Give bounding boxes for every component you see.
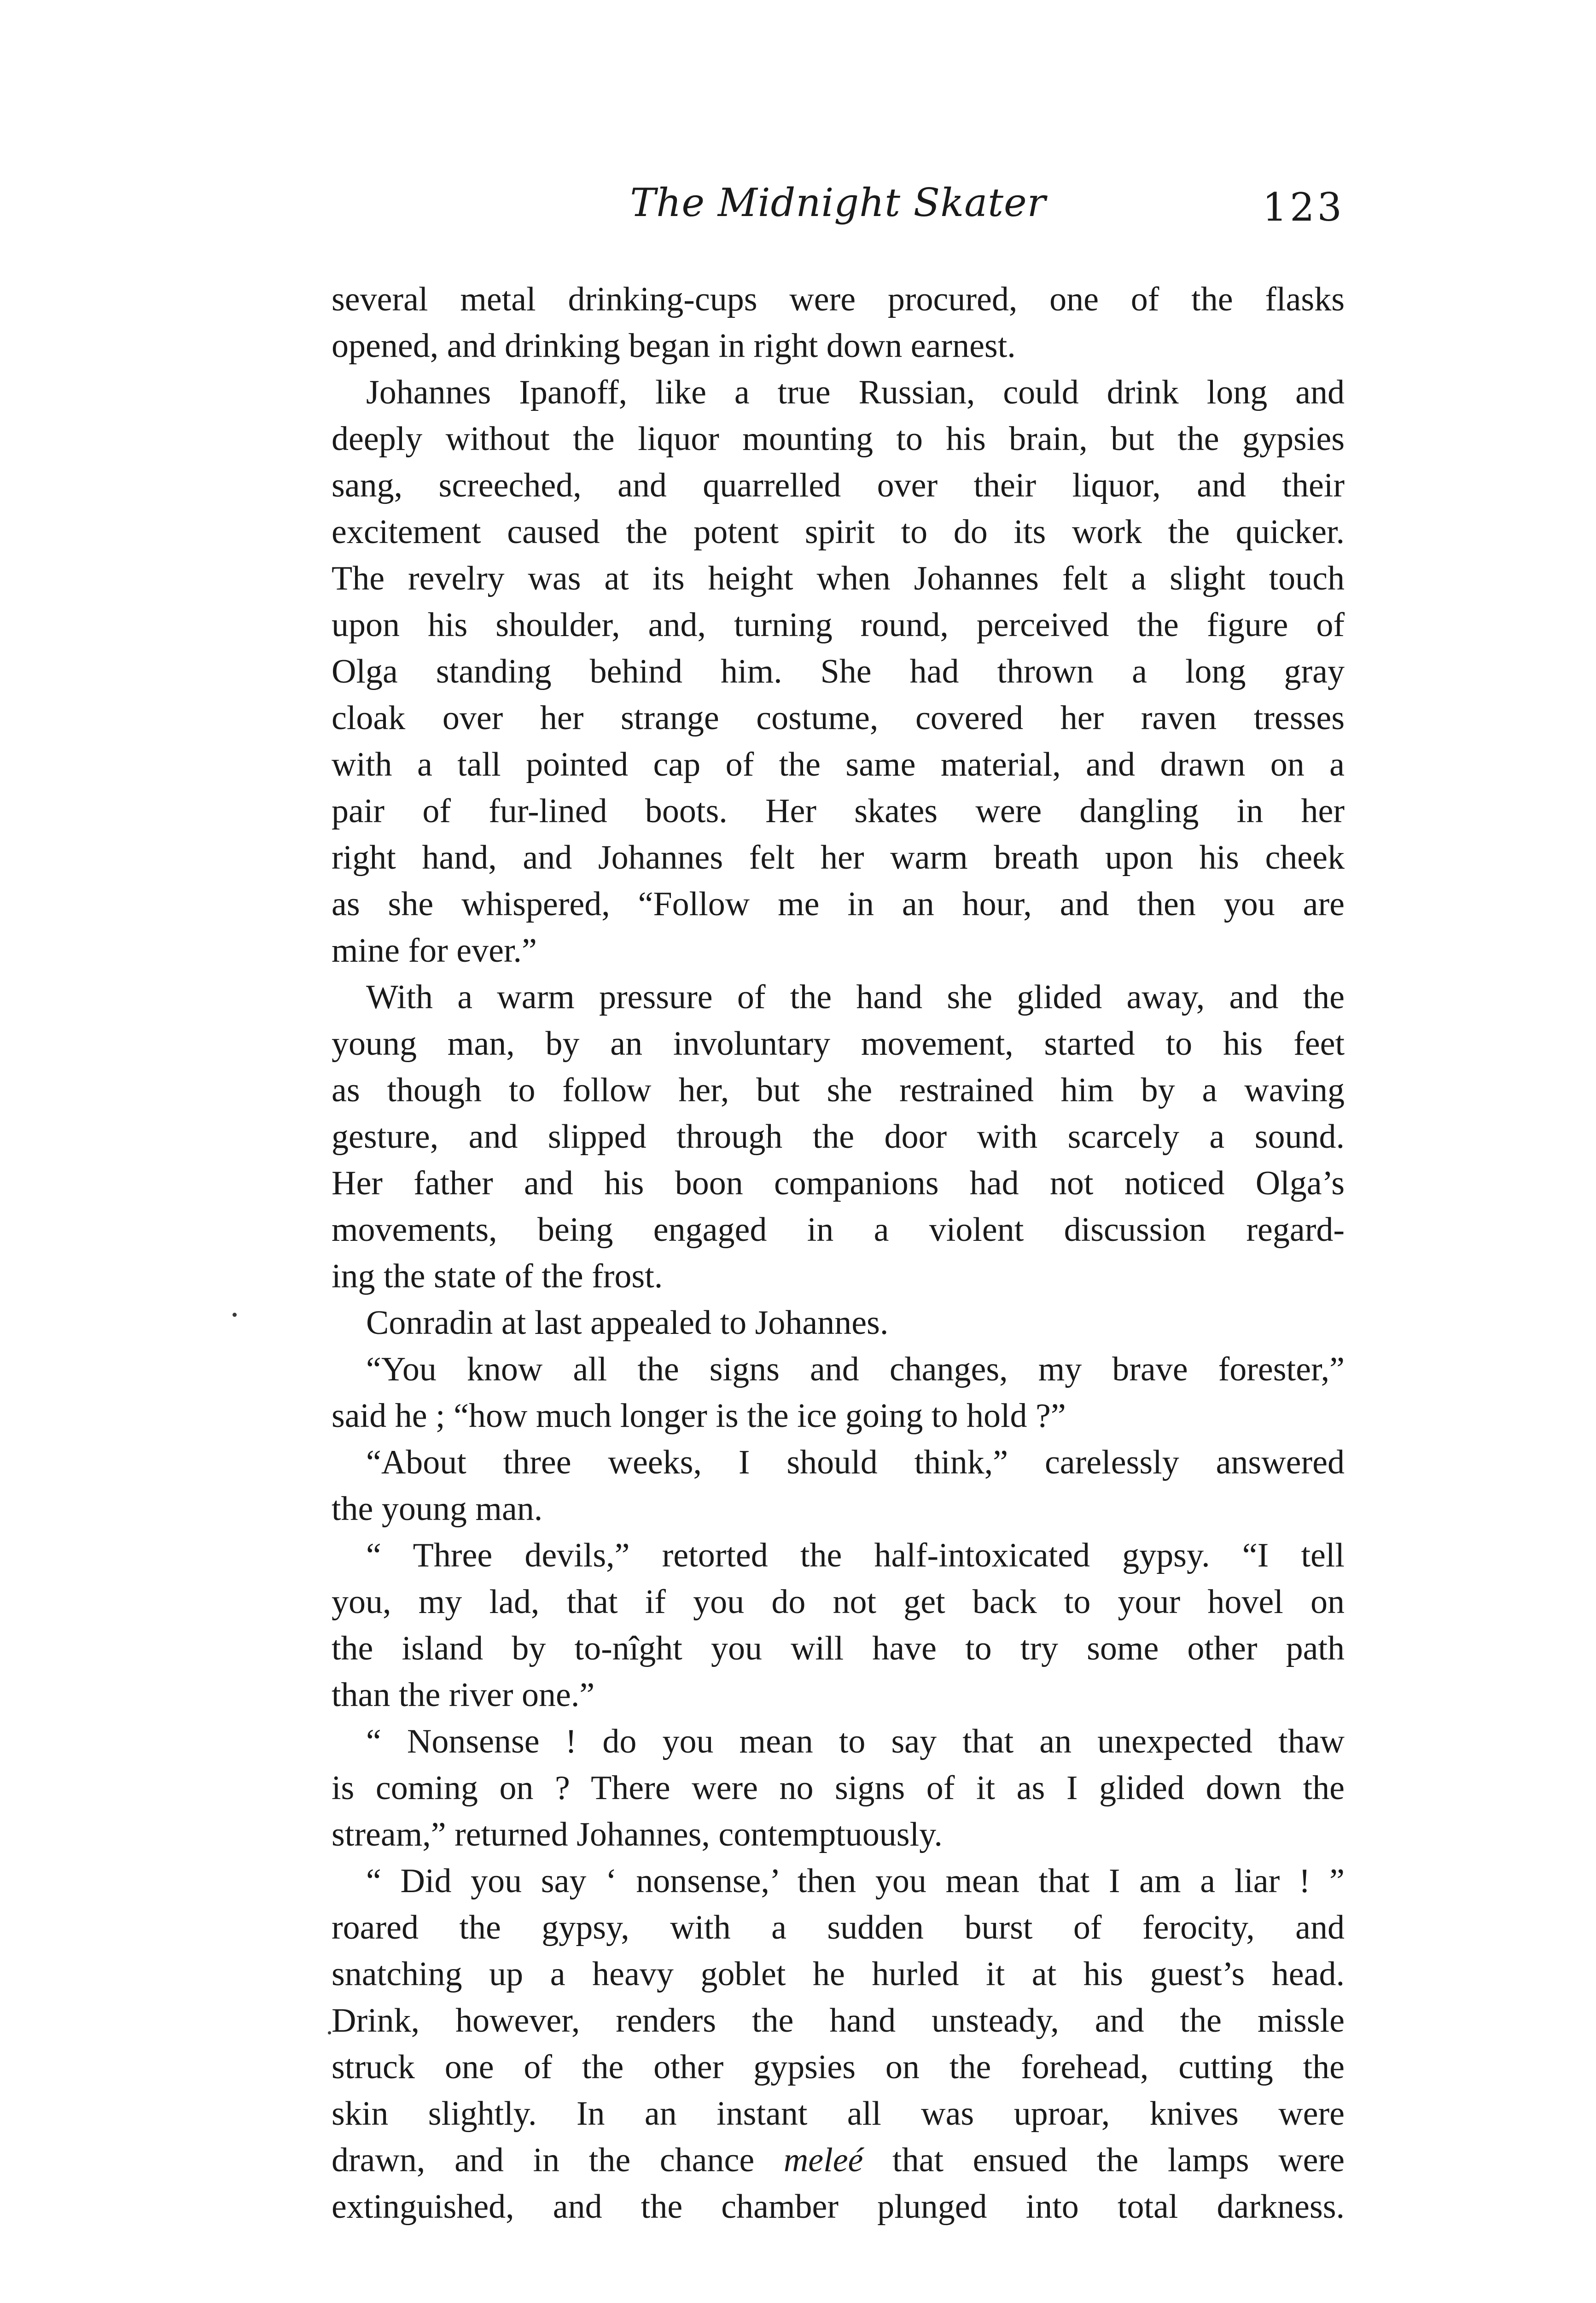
text-line: struck one of the other gypsies on the forehead, cutting the	[332, 2048, 1345, 2086]
text-line: roared the gypsy, with a sudden burst of ferocity, and	[332, 1909, 1345, 1946]
text-line: several metal drinking-cups were procured, one of the flasks	[332, 281, 1345, 318]
running-title: The Midnight Skater	[630, 180, 1046, 225]
text-line: movements, being engaged in a violent discussion regard-	[332, 1211, 1345, 1249]
text-line: “ Did you say ‘ nonsense,’ then you mean that I am a liar ! ”	[366, 1862, 1345, 1900]
text-line: the young man.	[332, 1490, 543, 1528]
text-line: as though to follow her, but she restrained him by a waving	[332, 1071, 1345, 1109]
text-line: cloak over her strange costume, covered her raven tresses	[332, 699, 1345, 737]
page-number: 123	[1262, 185, 1345, 230]
text-line: Olga standing behind him. She had thrown a long gray	[332, 653, 1345, 690]
text-line: with a tall pointed cap of the same material, and drawn on a	[332, 746, 1345, 783]
text-line: as she whispered, “Follow me in an hour, and then you are	[332, 885, 1345, 923]
text-line: Conradin at last appealed to Johannes.	[366, 1304, 889, 1342]
body-text	[332, 276, 1345, 2230]
text-line: drawn, and in the chance meleé that ensued the lamps were	[332, 2141, 1345, 2179]
text-line: ing the state of the frost.	[332, 1257, 663, 1295]
text-line: gesture, and slipped through the door with scarcely a sound.	[332, 1118, 1345, 1156]
text-line: deeply without the liquor mounting to his brain, but the gypsies	[332, 420, 1345, 458]
text-line: skin slightly. In an instant all was uproar, knives were	[332, 2095, 1345, 2133]
text-line: “ Nonsense ! do you mean to say that an unexpected thaw	[366, 1723, 1345, 1760]
text-line: Her father and his boon companions had not noticed Olga’s	[332, 1164, 1345, 1202]
text-line: “About three weeks, I should think,” carelessly answered	[366, 1444, 1345, 1481]
text-line: With a warm pressure of the hand she glided away, and the	[366, 978, 1345, 1016]
text-line: said he ; “how much longer is the ice going to hold ?”	[332, 1397, 1066, 1435]
text-line: Johannes Ipanoff, like a true Russian, could drink long and	[366, 374, 1345, 411]
text-line: Drink, however, renders the hand unsteady, and the missle	[332, 2002, 1345, 2040]
text-line: pair of fur-lined boots. Her skates were dangling in her	[332, 792, 1345, 830]
text-line: stream,” returned Johannes, contemptuously.	[332, 1816, 943, 1853]
text-line: opened, and drinking began in right down earnest.	[332, 327, 1016, 365]
running-head	[332, 175, 1345, 230]
ink-speck	[328, 2031, 331, 2034]
text-line: you, my lad, that if you do not get back to your hovel on	[332, 1583, 1345, 1621]
text-line: right hand, and Johannes felt her warm breath upon his cheek	[332, 839, 1345, 877]
text-line: mine for ever.”	[332, 932, 537, 970]
text-line: the island by to-nîght you will have to try some other path	[332, 1630, 1345, 1667]
text-line: extinguished, and the chamber plunged into total darkness.	[332, 2188, 1345, 2226]
text-line: snatching up a heavy goblet he hurled it at his guest’s head.	[332, 1955, 1345, 1993]
text-line: young man, by an involuntary movement, started to his feet	[332, 1025, 1345, 1063]
text-line: is coming on ? There were no signs of it as I glided down the	[332, 1769, 1345, 1807]
text-line: upon his shoulder, and, turning round, perceived the figure of	[332, 606, 1345, 644]
text-line: The revelry was at its height when Johannes felt a slight touch	[332, 560, 1345, 597]
text-line: “ Three devils,” retorted the half-intoxicated gypsy. “I tell	[366, 1537, 1345, 1574]
text-line: “You know all the signs and changes, my brave forester,”	[366, 1350, 1345, 1388]
text-line: excitement caused the potent spirit to do its work the quicker.	[332, 513, 1345, 551]
text-line: than the river one.”	[332, 1676, 595, 1714]
ink-speck	[233, 1313, 237, 1317]
text-line: sang, screeched, and quarrelled over their liquor, and their	[332, 467, 1345, 504]
